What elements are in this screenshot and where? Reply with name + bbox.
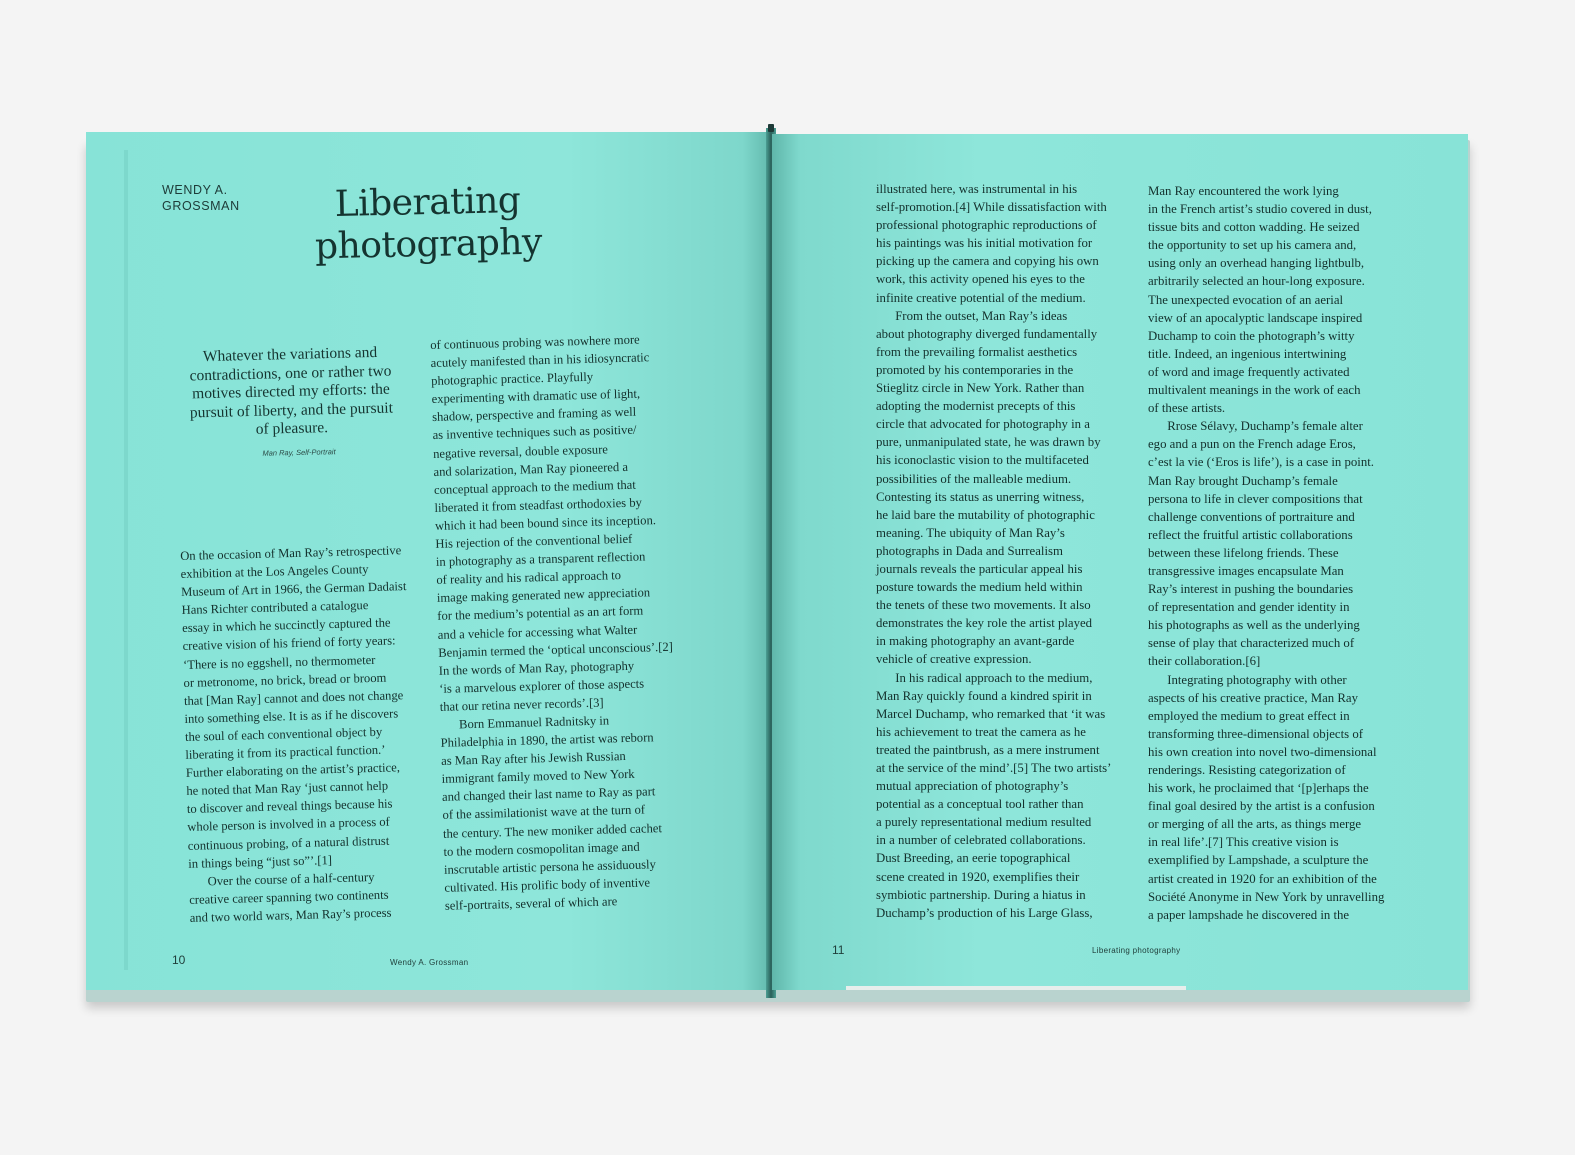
page-number-right: 11 [832,943,845,957]
left-page [86,132,770,990]
left-column-2: of continuous probing was nowhere more acutely manifested than in his idiosyncratic photographic practice. Playfully experimenting with dramatic use of light, shadow, perspective and framing as well as inventive techniques such as positive/ negative reversal, double exposure and solarization, Man Ray pioneered a conceptual approach to the medium that liberated it from steadfast orthodoxies by which it had been bound since its inception. His rejection of the conventional belief in photography as a transparent reflection of reality and his radical approach to image making generated new appreciation for the medium’s potential as an art form and a vehicle for accessing what Walter Benjamin termed the ‘optical unconscious’.[2] In the words of Man Ray, photography ‘is a marvelous explorer of those aspects that our retina never records’.[3] Born Emmanuel Radnitsky in Philadelphia in 1890, the artist was reborn as Man Ray after his Jewish Russian immigrant family moved to New York and changed their last name to Ray as part of the assimilationist wave at the turn of the century. The new moniker added cachet to the modern cosmopolitan image and inscrutable artistic persona he assiduously cultivated. His prolific body of inventive self-portraits, several of which are [430,332,674,913]
running-head-left: Wendy A. Grossman [390,958,469,967]
epigraph-source: Man Ray, Self-Portrait [262,447,336,458]
page-bottom-edge [846,986,1186,990]
epigraph-quote: Whatever the variations and contradictions, one or rather two motives directed my efforts: the pursuit of liberty, and the pursuit of pleasure. [189,343,394,438]
chapter-title: Liberating photography [314,180,543,268]
right-column-1: illustrated here, was instrumental in his self-promotion.[4] While dissatisfaction with professional photographic reproductions of his paintings was his initial motivation for picking up the camera and copying his own work, this activity opened his eyes to the infinite creative potential of the medium. From the outset, Man Ray’s ideas about photography diverged fundamentally from the prevailing formalist aesthetics promoted by his contemporaries in the Stieglitz circle in New York. Rather than adopting the modernist precepts of this circle that advocated for photography in a pure, unmanipulated state, he was drawn by his iconoclastic vision to the multifaceted possibilities of the malleable medium. Contesting its status as unerring witness, he laid bare the mutability of photographic meaning. The ubiquity of Man Ray’s photographs in Dada and Surrealism journals reveals the particular appeal his posture towards the medium held within the tenets of these two movements. It also demonstrates the key role the artist played in making photography an avant-garde vehicle of creative expression. In his radical approach to the medium, Man Ray quickly found a kindred spirit in Marcel Duchamp, who remarked that ‘it was his achievement to treat the camera as he treated the paintbrush, as a mere instrument at the service of the mind’.[5] The two artists’ mutual appreciation of photography’s potential as a conceptual tool rather than a purely representational medium resulted in a number of celebrated collaborations. Dust Breeding, an eerie topographical scene created in 1920, exemplifies their symbiotic partnership. During a hiatus in Duchamp’s production of his Large Glass, [876,182,1112,920]
open-book [82,128,1472,1000]
left-column-1: On the occasion of Man Ray’s retrospective exhibition at the Los Angeles County Museum of Art in 1966, the German Dadaist Hans Richter contributed a catalogue essay in which he succinctly captured the creative vision of his friend of forty years: ‘There is no eggshell, no thermometer or metronome, no brick, bread or broom that [Man Ray] cannot and does not change into something else. It is as if he discovers the soul of each conventional object by liberating it from its practical function.’ Further elaborating on the artist’s practice, he noted that Man Ray ‘just cannot help to discover and reveal things because his whole person is involved in a process of continuous probing, of a natural distrust in things being “just so”’.[1] Over the course of a half-century creative career spanning two continents and two world wars, Man Ray’s process [180,543,407,925]
bookmark-ribbon [768,124,774,132]
page-number-left: 10 [172,953,186,967]
right-page [772,134,1468,990]
running-head-right: Liberating photography [1092,946,1181,955]
page-stack-edge [124,150,128,970]
right-column-2: Man Ray encountered the work lying in the French artist’s studio covered in dust, tissue bits and cotton wadding. He seized the opportunity to set up his camera and, using only an overhead hanging lightbulb, arbitrarily selected an hour-long exposure. The unexpected evocation of an aerial view of an apocalyptic landscape inspired Duchamp to coin the photograph’s witty title. Indeed, an ingenious intertwining of word and image frequently activated multivalent meanings in the work of each of these artists. Rrose Sélavy, Duchamp’s female alter ego and a pun on the French adage Eros, c’est la vie (‘Eros is life’), is a case in point. Man Ray brought Duchamp’s female persona to life in clever compositions that challenge conventions of portraiture and reflect the fruitful artistic collaborations between these lifelong friends. These transgressive images encapsulate Man Ray’s interest in pushing the boundaries of representation and gender identity in his photographs as well as the underlying sense of play that characterized much of their collaboration.[6] Integrating photography with other aspects of his creative practice, Man Ray employed the medium to great effect in transforming three-dimensional objects of his own creation into novel two-dimensional renderings. Resisting categorization of his work, he proclaimed that ‘[p]erhaps the final goal desired by the artist is a confusion or merging of all the arts, as things merge in real life’.[7] This creative vision is exemplified by Lampshade, a sculpture the artist created in 1920 for an exhibition of the Société Anonyme in New York by unravelling a paper lampshade he discovered in the [1148,184,1385,922]
author-name: WENDY A. GROSSMAN [162,183,240,213]
